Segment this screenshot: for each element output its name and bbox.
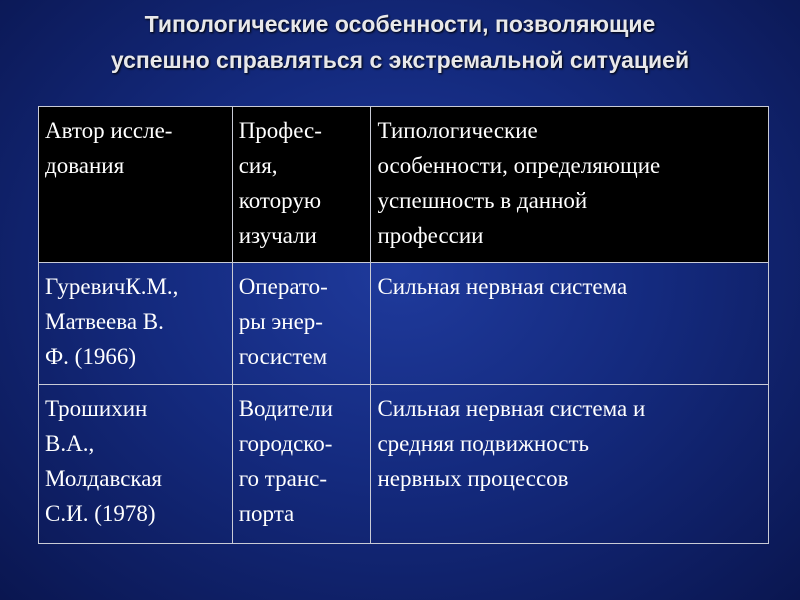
cell-line: Сильная нервная система (377, 274, 628, 299)
header-cell-author (39, 107, 233, 263)
cell-line: ГуревичК.М., (45, 274, 179, 299)
cell-features (371, 385, 769, 544)
cell-line: изучали (238, 223, 317, 248)
cell-line: С.И. (1978) (45, 501, 156, 526)
cell-profession (232, 263, 371, 385)
cell-line: Сильная нервная система и (377, 396, 646, 421)
slide-title-line-1: Типологические особенности, позволяющие (144, 11, 656, 37)
cell-line: Профес- (238, 118, 322, 143)
cell-line: го транс- (238, 466, 328, 491)
cell-line: В.А., (45, 431, 95, 456)
cell-line: успешность в данной (377, 188, 588, 213)
cell-line: средняя подвижность (377, 431, 590, 456)
cell-line: сия, (238, 153, 278, 178)
cell-line: Молдавская (45, 466, 163, 491)
cell-line: нервных процессов (377, 466, 569, 491)
header-cell-profession (232, 107, 371, 263)
cell-line: ры энер- (238, 309, 323, 334)
cell-line: Типологические (377, 118, 538, 143)
table-header-row (39, 107, 769, 263)
table-row (39, 385, 769, 544)
cell-profession (232, 385, 371, 544)
cell-author (39, 263, 233, 385)
cell-line: дования (45, 153, 125, 178)
table-row (39, 263, 769, 385)
slide-title (0, 6, 800, 78)
cell-line: Трошихин (45, 396, 148, 421)
cell-line: которую (238, 188, 322, 213)
cell-line: особенности, определяющие (377, 153, 661, 178)
cell-line: Автор иссле- (45, 118, 173, 143)
cell-line: городско- (238, 431, 333, 456)
cell-author (39, 385, 233, 544)
slide-title-line-2: успешно справляться с экстремальной ситуацией (110, 47, 690, 73)
cell-line: порта (238, 501, 295, 526)
cell-line: Водители (238, 396, 333, 421)
cell-features (371, 263, 769, 385)
header-cell-features (371, 107, 769, 263)
cell-line: профессии (377, 223, 484, 248)
cell-line: Ф. (1966) (45, 344, 136, 369)
typology-table (38, 106, 769, 544)
cell-line: госистем (238, 344, 328, 369)
cell-line: Операто- (238, 274, 328, 299)
cell-line: Матвеева В. (45, 309, 164, 334)
